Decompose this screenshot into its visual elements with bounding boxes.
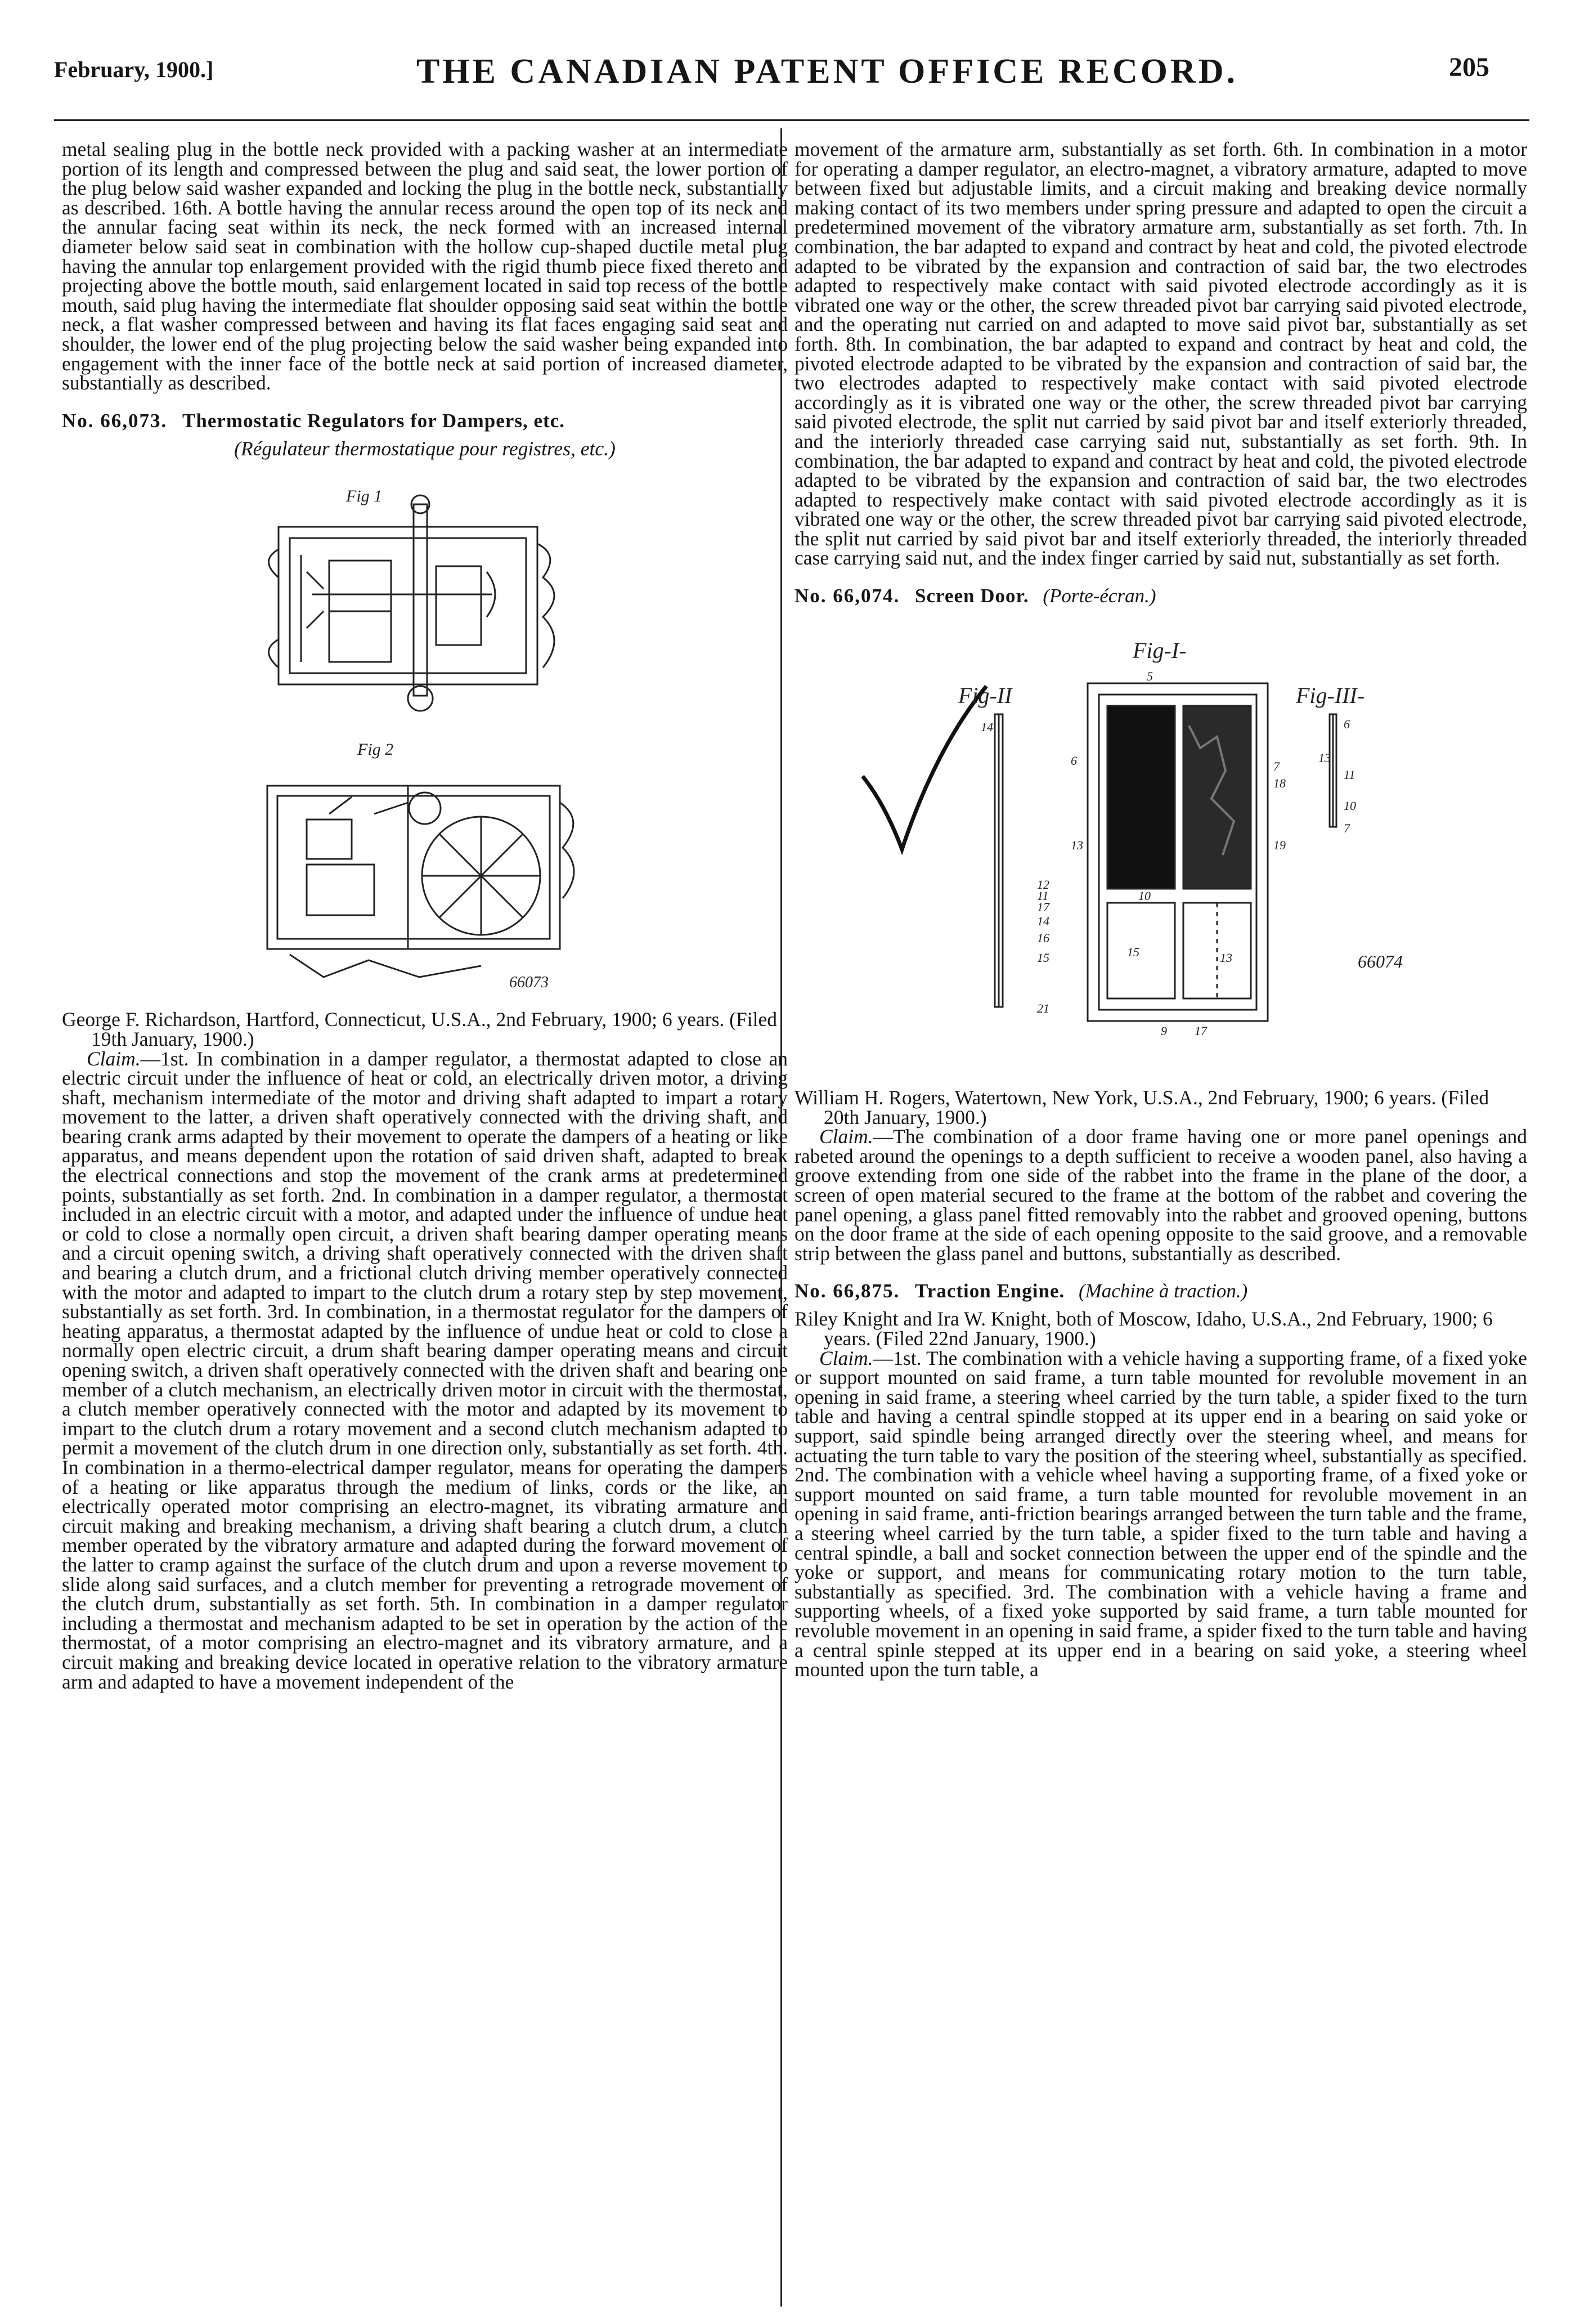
patent-french-title: (Machine à traction.) (1078, 1280, 1248, 1302)
patent-heading-66875 (795, 1280, 1527, 1302)
fig2-label: Fig-II (958, 683, 1012, 709)
figure-patent-number: 66074 (1358, 951, 1403, 972)
svg-text:13: 13 (1318, 751, 1331, 765)
fig2-label: Fig 2 (357, 740, 394, 759)
svg-text:16: 16 (1037, 931, 1049, 946)
patent-number: No. 66,073. (62, 409, 168, 432)
claim-label: Claim. (819, 1346, 873, 1369)
header-title: THE CANADIAN PATENT OFFICE RECORD. (416, 52, 1238, 91)
patent-title: Traction Engine. (915, 1280, 1065, 1302)
patent-title: Thermostatic Regulators for Dampers, etc. (182, 409, 565, 432)
patent-heading-66074 (795, 585, 1527, 607)
right-column (795, 140, 1527, 1680)
patent-figure-damper-regulator (245, 471, 605, 994)
svg-text:19: 19 (1273, 838, 1286, 853)
svg-text:11: 11 (1344, 768, 1355, 782)
claim-text: —1st. The combination with a vehicle having a supporting frame, of a fixed yoke or support mounted on said frame, a turn table mounted for revoluble movement in an opening in said frame, a steering wheel carried by the turn table, a spider fixed to the turn table and having a central spindle stopped at its upper end in a bearing on said yoke or support, said spindle being arranged directly over the steering wheel, and means for actuating the turn table to vary the position of the steering wheel, substantially as specified. 2nd. The combination with a vehicle wheel having a supporting frame, of a fixed yoke or support mounted on said frame, a turn table mounted for revoluble movement in an opening in said frame, anti-friction bearings arranged between the turn table and the frame, a steering wheel carried by the turn table, a spider fixed to the turn table and having a central spindle, a ball and socket connection between the upper end of the spindle and the yoke or support, and means for communicating rotary motion to the turn table, substantially as specified. 3rd. The combination with a vehicle having a frame and supporting wheels, of a fixed yoke supported by said frame, a turn table mounted for revoluble movement in an opening in said frame, a spider fixed to the turn table and having a central spinle stepped at its upper end in a bearing on said yoke, a steering wheel mounted upon the turn table, a (795, 1346, 1527, 1681)
svg-text:17: 17 (1037, 900, 1049, 915)
fig3-label: Fig-III- (1296, 683, 1365, 709)
svg-text:18: 18 (1273, 776, 1286, 791)
inventor-line-66875: Riley Knight and Ira W. Knight, both of Moscow, Idaho, U.S.A., 2nd February, 1900; 6 years. (Filed 22nd January, 1900.) (795, 1307, 1493, 1350)
left-column (62, 140, 788, 1691)
patent-number: No. 66,074. (795, 585, 900, 607)
patent-french-title: (Régulateur thermostatique pour registres, etc.) (234, 437, 616, 460)
claim-label: Claim. (819, 1125, 873, 1148)
patent-number: No. 66,875. (795, 1280, 900, 1302)
figure-patent-number: 66073 (509, 974, 549, 992)
continuation-text-right: movement of the armature arm, substantially as set forth. 6th. In combination in a motor for operating a damper regulator, an electro-magnet, a vibratory armature, adapted to move between fixed but adjustable limits, and a circuit making and breaking device normally making contact of its two members under spring pressure and adapted to open the circuit a predetermined movement of the vibratory armature arm, substantially as set forth. 7th. In combination, the bar adapted to expand and contract by heat and cold, the pivoted electrode adapted to be vibrated by the expansion and contraction of said bar, the two electrodes adapted to respectively make contact with said pivoted electrode accordingly as it is vibrated one way or the other, the screw threaded pivot bar carrying said pivoted electrode, and the operating nut carried on and adapted to move said pivot bar, substantially as set forth. 8th. In combination, the bar adapted to expand and contract by heat and cold, the pivoted electrode adapted to be vibrated by the expansion and contraction of said bar, the two electrodes adapted to respectively make contact with said pivoted electrode accordingly as it is vibrated one way or the other, the screw threaded pivot bar carrying said pivoted electrode, the split nut carried by said pivot bar and itself exteriorly threaded, and the interiorly threaded case carrying said nut, substantially as set forth. 9th. In combination, the bar adapted to expand and contract by heat and cold, the pivoted electrode adapted to be vibrated by the expansion and contraction of said bar, the two electrodes adapted to respectively make contact with said pivoted electrode accordingly as it is vibrated one way or the other, the screw threaded pivot bar carrying said pivoted electrode, the split nut carried by said pivot bar and itself exteriorly threaded, the interiorly threaded case carrying said nut, and the index finger carried by said nut, substantially as set forth. (795, 138, 1527, 570)
claim-paragraph (62, 1049, 788, 1692)
svg-text:14: 14 (981, 720, 993, 735)
svg-text:12: 12 (1037, 877, 1049, 892)
svg-text:9: 9 (1161, 1024, 1167, 1038)
inventor-line: George F. Richardson, Hartford, Connecticut, U.S.A., 2nd February, 1900; 6 years. (Filed 19th January, 1900.) (62, 1008, 777, 1050)
header-rule (54, 119, 1529, 121)
patent-french-title: (Porte-écran.) (1043, 585, 1156, 607)
svg-text:10: 10 (1344, 799, 1356, 813)
page-number: 205 (1449, 52, 1489, 82)
claim-paragraph-66074 (795, 1127, 1527, 1263)
svg-text:11: 11 (1037, 889, 1049, 903)
inventor-line-66074: William H. Rogers, Watertown, New York, U.S.A., 2nd February, 1900; 6 years. (Filed 20th January, 1900.) (795, 1086, 1489, 1129)
fig1-label: Fig-I- (1133, 638, 1187, 664)
patent-title: Screen Door. (915, 585, 1029, 607)
claim-paragraph-66875 (795, 1346, 1527, 1681)
svg-text:17: 17 (1195, 1024, 1207, 1038)
svg-text:5: 5 (1147, 669, 1153, 684)
fig1-label: Fig 1 (346, 487, 383, 506)
svg-text:13: 13 (1071, 838, 1083, 853)
claim-label: Claim. (87, 1047, 141, 1070)
header-date: February, 1900.] (54, 57, 214, 82)
patent-heading (62, 410, 788, 432)
svg-text:6: 6 (1344, 717, 1350, 732)
screen-door-drawing (823, 619, 1498, 1080)
page-header (0, 0, 1580, 129)
svg-text:7: 7 (1344, 821, 1350, 836)
check-mark (863, 686, 986, 849)
svg-text:13: 13 (1220, 951, 1232, 965)
svg-text:15: 15 (1037, 951, 1049, 965)
patent-figure-screen-door (823, 619, 1498, 1080)
claim-text: —The combination of a door frame having one or more panel openings and rabeted around the openings to a depth sufficient to receive a wooden panel, also having a groove extending from one side of the rabbet into the frame in the plane of the door, a screen of open material secured to the frame at the bottom of the rabbet and covering the panel opening, a glass panel fitted removably into the rabbet and grooved opening, buttons on the door frame at the side of each opening opposite to the said groove, and a removable strip between the glass panel and buttons, substantially as described. (795, 1125, 1527, 1265)
svg-text:14: 14 (1037, 914, 1049, 929)
svg-text:15: 15 (1127, 945, 1139, 960)
svg-text:6: 6 (1071, 754, 1077, 768)
svg-text:7: 7 (1273, 759, 1280, 774)
damper-regulator-drawing (245, 471, 605, 994)
svg-text:10: 10 (1138, 889, 1151, 903)
svg-text:21: 21 (1037, 1001, 1049, 1016)
claim-text: —1st. In combination in a damper regulator, a thermostat adapted to close an electric circuit under the influence of heat or cold, an electrically driven motor, a driving shaft, mechanism intermediate of the motor and driving shaft adapted to impart a rotary movement to the latter, a driven shaft operatively connected with the driving shaft, and bearing crank arms adapted by their movement to operate the dampers of a heating or like apparatus, and means dependent upon the rotation of said driven shaft, adapted to break the electrical connections and stop the movement of the crank arms at predetermined points, substantially as set forth. 2nd. In combination in a damper regulator, a thermostat included in an electric circuit with a motor, and adapted under the influence of undue heat or cold to close a normally open circuit, a driven shaft bearing damper operating means and a circuit opening switch, a driving shaft operatively connected with the driven shaft and bearing a clutch drum, and a frictional clutch driving member operatively connected with the motor and adapted to impart to the clutch drum a rotary step by step movement, substantially as set forth. 3rd. In combination, in a thermostat regulator for the dampers of heating apparatus, a thermostat adapted by the influence of undue heat or cold to close a normally open electric circuit, a drum shaft bearing damper operating means and circuit opening switch, a driven shaft operatively connected with the driven shaft and bearing one member of a clutch mechanism, an electrically driven motor in circuit with the thermostat, a clutch member operatively connected with the motor and adapted by its movement to impart to the clutch drum a rotary movement and a second clutch mechanism adapted to permit a movement of the clutch drum in one direction only, substantially as set forth. 4th. In combination in a thermo-electrical damper regulator, means for operating the dampers of a heating or like apparatus through the medium of links, cords or the like, an electrically operated motor comprising an electro-magnet, its vibrating armature and circuit making and breaking mechanism, a driving shaft bearing a clutch drum, a clutch member operated by the vibratory armature and adapted during the forward movement of the latter to cramp against the surface of the clutch drum and upon a reverse movement to slide along said surfaces, and a clutch member for preventing a retrograde movement of the clutch drum, substantially as set forth. 5th. In combination in a damper regulator including a thermostat and mechanism adapted to be set in operation by the action of the thermostat, of a motor comprising an electro-magnet and its vibratory armature, and a circuit making and breaking device located in operative relation to the vibratory armature arm and adapted to have a movement independent of the (62, 1047, 788, 1693)
continuation-text: metal sealing plug in the bottle neck provided with a packing washer at an intermediate portion of its length and compressed between the plug and said seat, the lower portion of the plug below said washer expanded and locking the plug in the bottle neck, substantially as described. 16th. A bottle having the annular recess around the open top of its neck and the annular facing seat within its neck, the neck formed with an increased internal diameter below said seat in combination with the hollow cup-shaped ductile metal plug having the annular top enlargement provided with the rigid thumb piece fixed thereto and projecting above the bottle mouth, said enlargement located in said top recess of the bottle mouth, said plug having the intermediate flat shoulder opposing said seat within the bottle neck, a flat washer compressed between and having its flat faces engaging said seat and shoulder, the lower end of the plug projecting below the said washer being expanded into engagement with the inner face of the bottle neck at said portion of increased diameter, substantially as described. (62, 138, 788, 395)
